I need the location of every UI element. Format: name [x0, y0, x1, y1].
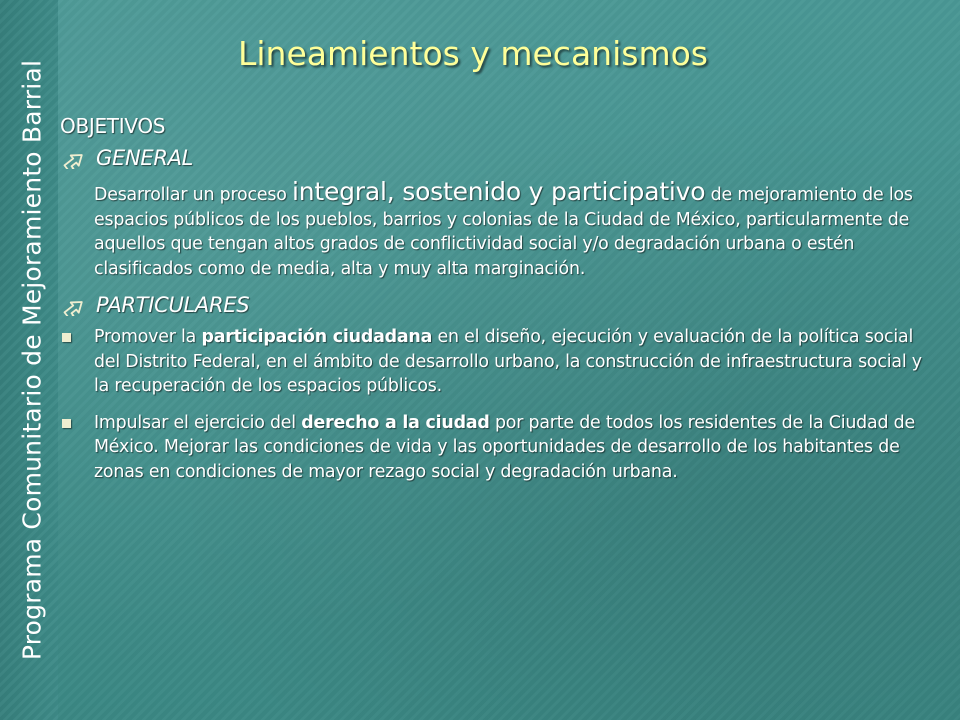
- hollow-arrow-icon: [60, 294, 86, 316]
- sidebar-band: [0, 0, 58, 720]
- slide-title: Lineamientos y mecanismos: [238, 34, 708, 73]
- item-text-bold: derecho a la ciudad: [301, 412, 490, 433]
- slide-content: [58, 114, 922, 496]
- list-item: [58, 325, 924, 399]
- section-heading-objetivos: OBJETIVOS: [60, 114, 166, 138]
- subheading-general: [60, 146, 918, 170]
- general-text-rest: de mejoramiento de los espacios públicos de los pueblos, barrios y colonias de la Ciudad de México, particularmente de aquellos que tengan altos grados de conflictividad social y/o degradación urbana o estén clasificados como de media, alta y muy alta marginación.: [94, 185, 913, 279]
- item-text-bold: participación ciudadana: [201, 327, 433, 347]
- item-text-before: Impulsar el ejercicio del: [94, 412, 302, 433]
- item-text-before: Promover la: [94, 327, 202, 347]
- subheading-general-label: GENERAL: [96, 146, 194, 170]
- item-text-after: por parte de todos los residentes de la Ciudad de México. Mejorar las condiciones de vida y las oportunidades de desarrollo de los habitantes de zonas en condiciones de mayor rezago social y degradación urbana.: [94, 412, 915, 482]
- sidebar-title: Programa Comunitario de Mejoramiento Barrial: [17, 59, 47, 661]
- item-text-after: en el diseño, ejecución y evaluación de la política social del Distrito Federal, en el ámbito de desarrollo urbano, la construcción de infraestructura social y la recuperación de los espacios públicos.: [94, 327, 922, 396]
- particulares-list: [58, 325, 922, 484]
- hollow-arrow-icon: [60, 147, 86, 169]
- subheading-particulares: [60, 293, 918, 317]
- square-bullet-icon: [62, 333, 71, 342]
- general-paragraph: [94, 177, 934, 281]
- general-text-emphasis: integral, sostenido y participativo: [291, 177, 706, 206]
- list-item: [58, 411, 924, 485]
- general-text-lead: Desarrollar un proceso: [94, 185, 292, 205]
- square-bullet-icon: [62, 419, 71, 428]
- subheading-particulares-label: PARTICULARES: [96, 293, 250, 317]
